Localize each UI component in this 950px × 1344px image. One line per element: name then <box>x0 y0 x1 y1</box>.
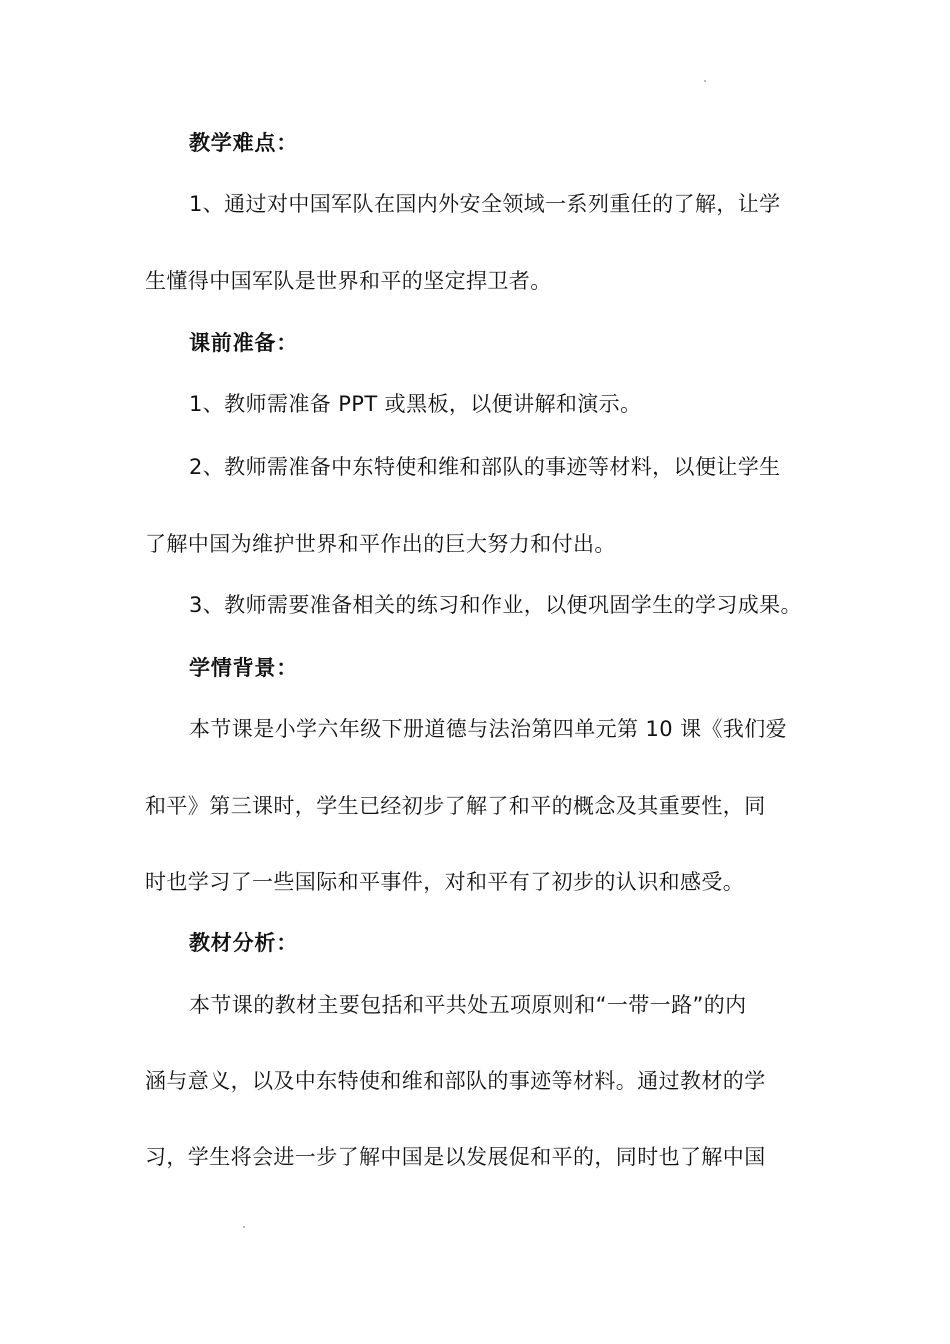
heading-preparation: 课前准备： <box>189 331 298 355</box>
paragraph-line: 生懂得中国军队是世界和平的坚定捍卫者。 <box>145 269 552 293</box>
paragraph-line: 本节课的教材主要包括和平共处五项原则和“一带一路”的内 <box>189 993 747 1017</box>
heading-teaching-difficulties: 教学难点： <box>189 131 298 155</box>
paragraph-line: 本节课是小学六年级下册道德与法治第四单元第 10 课《我们爱 <box>189 717 788 741</box>
paragraph-line: 2、教师需准备中东特使和维和部队的事迹等材料，以便让学生 <box>189 455 781 479</box>
heading-textbook-analysis: 教材分析： <box>189 931 298 955</box>
paragraph-line: 涵与意义，以及中东特使和维和部队的事迹等材料。通过教材的学 <box>145 1069 766 1093</box>
page-mark-top <box>704 80 706 82</box>
paragraph-line: 1、通过对中国军队在国内外安全领域一系列重任的了解，让学 <box>189 192 781 216</box>
paragraph-line: 和平》第三课时，学生已经初步了解了和平的概念及其重要性，同 <box>145 794 766 818</box>
page-mark-bottom <box>243 1226 245 1228</box>
paragraph-line: 了解中国为维护世界和平作出的巨大努力和付出。 <box>145 532 616 556</box>
paragraph-line: 习，学生将会进一步了解中国是以发展促和平的，同时也了解中国 <box>145 1145 766 1169</box>
paragraph-line: 时也学习了一些国际和平事件，对和平有了初步的认识和感受。 <box>145 870 745 894</box>
heading-learning-background: 学情背景： <box>189 656 298 680</box>
paragraph-line: 1、教师需准备 PPT 或黑板，以便讲解和演示。 <box>189 392 642 416</box>
paragraph-line: 3、教师需要准备相关的练习和作业，以便巩固学生的学习成果。 <box>189 593 802 617</box>
